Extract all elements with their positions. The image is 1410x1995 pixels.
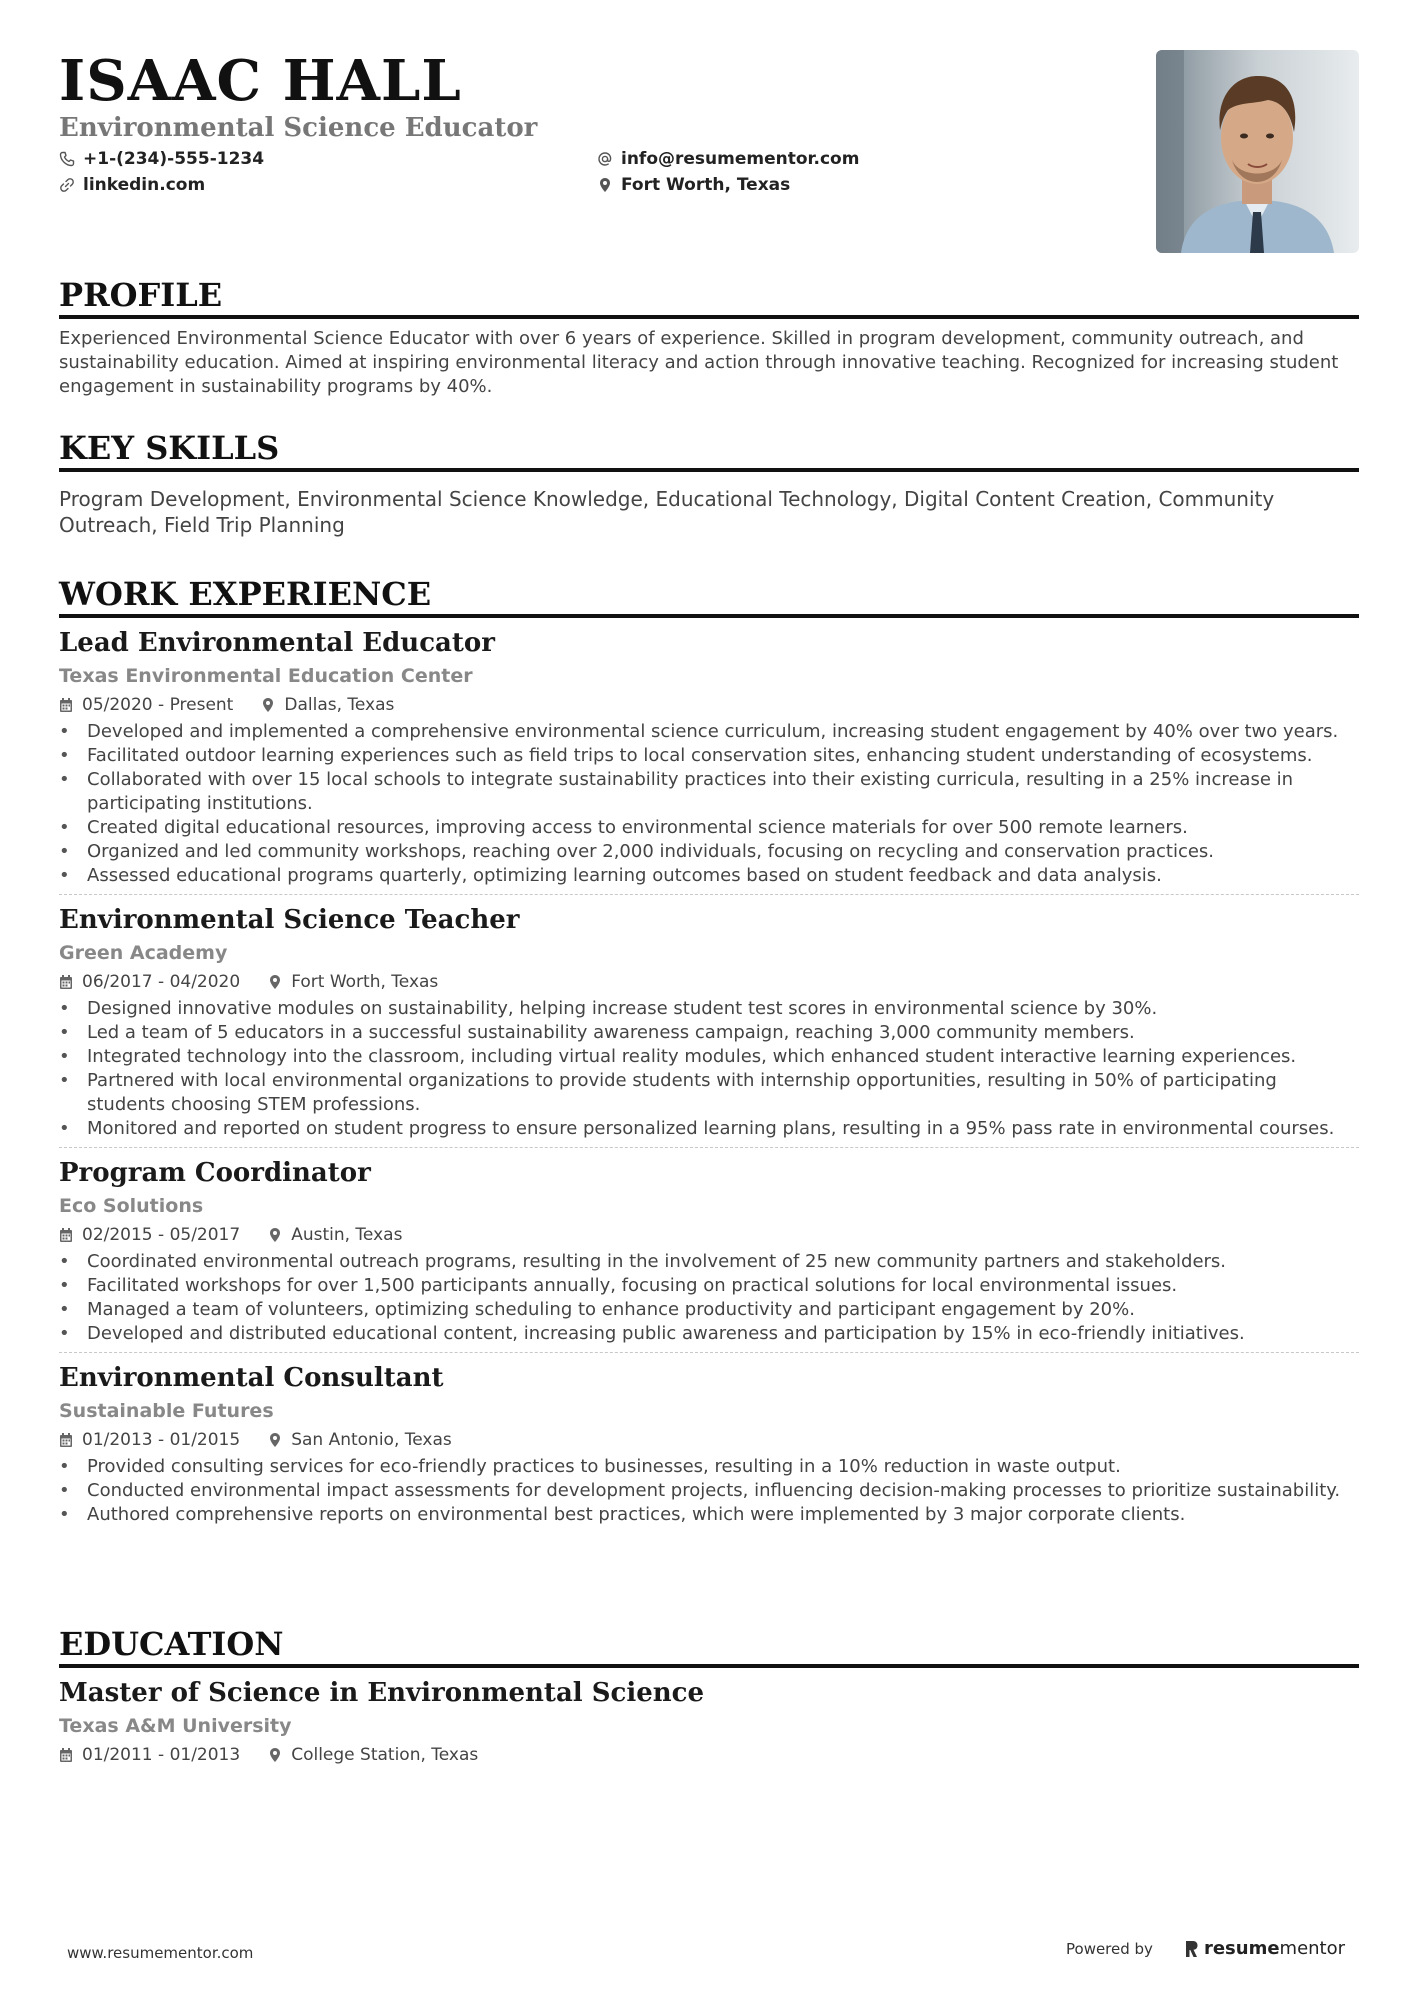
list-item: • Coordinated environmental outreach programs, resulting in the involvement of 25 new community partners and stakeholders. [59, 1250, 1359, 1274]
at-icon [597, 151, 613, 167]
job-entry [59, 895, 1359, 1148]
calendar-icon [59, 1747, 73, 1763]
calendar-icon [59, 1432, 73, 1448]
job-dates-text: 02/2015 - 05/2017 [82, 1225, 241, 1245]
map-pin-icon [268, 1747, 282, 1763]
job-location-text: Fort Worth, Texas [291, 972, 439, 992]
profile-text: Experienced Environmental Science Educator with over 6 years of experience. Skilled in program development, community outreach, and sustainability education. Aimed at inspiring environmental literacy and action through innovative teaching. Recognized for increasing student engagement in sustainability programs by 40%. [59, 328, 1339, 397]
education-section [59, 1624, 1359, 1774]
job-title: Program Coordinator [59, 1158, 371, 1188]
degree-title: Master of Science in Environmental Science [59, 1678, 705, 1708]
list-item: • Created digital educational resources, improving access to environmental science materials for over 500 remote learners. [59, 816, 1359, 840]
company-name: Green Academy [59, 942, 228, 964]
phone-icon [59, 151, 75, 167]
section-title-profile: PROFILE [59, 275, 1359, 319]
linkedin-text: linkedin.com [83, 175, 206, 195]
profile-photo [1156, 50, 1359, 253]
education-dates-text: 01/2011 - 01/2013 [82, 1745, 241, 1765]
map-pin-icon [597, 177, 613, 193]
company-name: Eco Solutions [59, 1195, 204, 1217]
candidate-name: ISAAC HALL [59, 48, 462, 114]
map-pin-icon [268, 1432, 282, 1448]
job-title: Environmental Consultant [59, 1363, 444, 1393]
calendar-icon [59, 1227, 73, 1243]
company-name: Texas Environmental Education Center [59, 665, 473, 687]
job-location [261, 692, 394, 718]
education-dates [59, 1742, 240, 1768]
section-title-work: WORK EXPERIENCE [59, 574, 1359, 618]
section-title-skills: KEY SKILLS [59, 428, 1359, 472]
profile-section [59, 275, 1359, 399]
brand-name-light: mentor [1279, 1938, 1346, 1959]
job-bullets [59, 720, 1359, 888]
footer-branding [1066, 1938, 1345, 1959]
location-text: Fort Worth, Texas [621, 175, 791, 195]
list-item: • Collaborated with over 15 local schools to integrate sustainability practices into their existing curricula, resulting in a 25% increase in participating institutions. [59, 768, 1359, 816]
job-title: Lead Environmental Educator [59, 628, 495, 658]
contact-linkedin[interactable] [59, 173, 205, 197]
email-text: info@resumementor.com [621, 149, 860, 169]
job-location [268, 1222, 402, 1248]
job-meta [59, 692, 1359, 718]
list-item: • Developed and distributed educational content, increasing public awareness and participation by 15% in eco-friendly initiatives. [59, 1322, 1359, 1346]
section-title-education: EDUCATION [59, 1624, 1359, 1668]
job-title: Environmental Science Teacher [59, 905, 520, 935]
powered-by-text: Powered by [1066, 1939, 1153, 1958]
calendar-icon [59, 697, 73, 713]
list-item: • Integrated technology into the classroom, including virtual reality modules, which enhanced student interactive learning experiences. [59, 1045, 1359, 1069]
calendar-icon [59, 974, 73, 990]
skills-section [59, 428, 1359, 538]
list-item: • Organized and led community workshops, reaching over 2,000 individuals, focusing on recycling and conservation practices. [59, 840, 1359, 864]
list-item: • Developed and implemented a comprehensive environmental science curriculum, increasing student engagement by 40% over two years. [59, 720, 1359, 744]
brand-logo[interactable] [1183, 1938, 1345, 1959]
job-bullets [59, 1250, 1359, 1346]
job-location-text: Austin, Texas [291, 1225, 403, 1245]
job-meta [59, 969, 1359, 995]
job-dates [59, 1427, 240, 1453]
brand-mark-icon [1183, 1939, 1199, 1959]
job-meta [59, 1222, 1359, 1248]
work-experience-section [59, 574, 1359, 1533]
education-location [268, 1742, 478, 1768]
list-item: • Facilitated workshops for over 1,500 participants annually, focusing on practical solutions for local environmental issues. [59, 1274, 1359, 1298]
brand-name-bold: resume [1203, 1938, 1280, 1959]
map-pin-icon [268, 974, 282, 990]
job-entry [59, 1353, 1359, 1533]
contact-email[interactable] [597, 147, 859, 171]
contact-phone[interactable] [59, 147, 264, 171]
list-item: • Designed innovative modules on sustainability, helping increase student test scores in environmental science by 30%. [59, 997, 1359, 1021]
list-item: • Managed a team of volunteers, optimizing scheduling to enhance productivity and participant engagement by 20%. [59, 1298, 1359, 1322]
list-item: • Conducted environmental impact assessments for development projects, influencing decision-making processes to prioritize sustainability. [59, 1479, 1359, 1503]
skills-text: Program Development, Environmental Science Knowledge, Educational Technology, Digital Content Creation, Community Outreach, Field Trip Planning [59, 487, 1275, 537]
list-item: • Assessed educational programs quarterly, optimizing learning outcomes based on student feedback and data analysis. [59, 864, 1359, 888]
job-meta [59, 1427, 1359, 1453]
map-pin-icon [268, 1227, 282, 1243]
footer-website-link[interactable]: www.resumementor.com [67, 1944, 254, 1962]
job-dates [59, 1222, 240, 1248]
job-location-text: San Antonio, Texas [291, 1430, 452, 1450]
job-dates-text: 05/2020 - Present [82, 695, 234, 715]
job-location [268, 969, 438, 995]
job-dates [59, 692, 233, 718]
job-entry [59, 1148, 1359, 1353]
job-bullets [59, 997, 1359, 1141]
list-item: • Authored comprehensive reports on environmental best practices, which were implemented by 3 major corporate clients. [59, 1503, 1359, 1527]
link-icon [59, 177, 75, 193]
contact-location [597, 173, 790, 197]
resume-page [59, 0, 1359, 1765]
list-item: • Facilitated outdoor learning experiences such as field trips to local conservation sites, enhancing student understanding of ecosystems. [59, 744, 1359, 768]
job-entry [59, 618, 1359, 895]
job-location-text: Dallas, Texas [284, 695, 395, 715]
job-bullets [59, 1455, 1359, 1527]
education-meta [59, 1742, 1359, 1768]
job-location [268, 1427, 452, 1453]
education-entry [59, 1668, 1359, 1774]
school-name: Texas A&M University [59, 1715, 292, 1737]
job-dates-text: 01/2013 - 01/2015 [82, 1430, 241, 1450]
job-dates [59, 969, 240, 995]
education-location-text: College Station, Texas [291, 1745, 479, 1765]
list-item: • Provided consulting services for eco-friendly practices to businesses, resulting in a 10% reduction in waste output. [59, 1455, 1359, 1479]
list-item: • Partnered with local environmental organizations to provide students with internship opportunities, resulting in 50% of participating students choosing STEM professions. [59, 1069, 1359, 1117]
job-dates-text: 06/2017 - 04/2020 [82, 972, 241, 992]
resume-header [59, 0, 1359, 260]
map-pin-icon [261, 697, 275, 713]
candidate-role: Environmental Science Educator [59, 113, 538, 143]
phone-text: +1-(234)-555-1234 [83, 149, 265, 169]
company-name: Sustainable Futures [59, 1400, 274, 1422]
list-item: • Led a team of 5 educators in a successful sustainability awareness campaign, reaching 3,000 community members. [59, 1021, 1359, 1045]
list-item: • Monitored and reported on student progress to ensure personalized learning plans, resulting in a 95% pass rate in environmental courses. [59, 1117, 1359, 1141]
